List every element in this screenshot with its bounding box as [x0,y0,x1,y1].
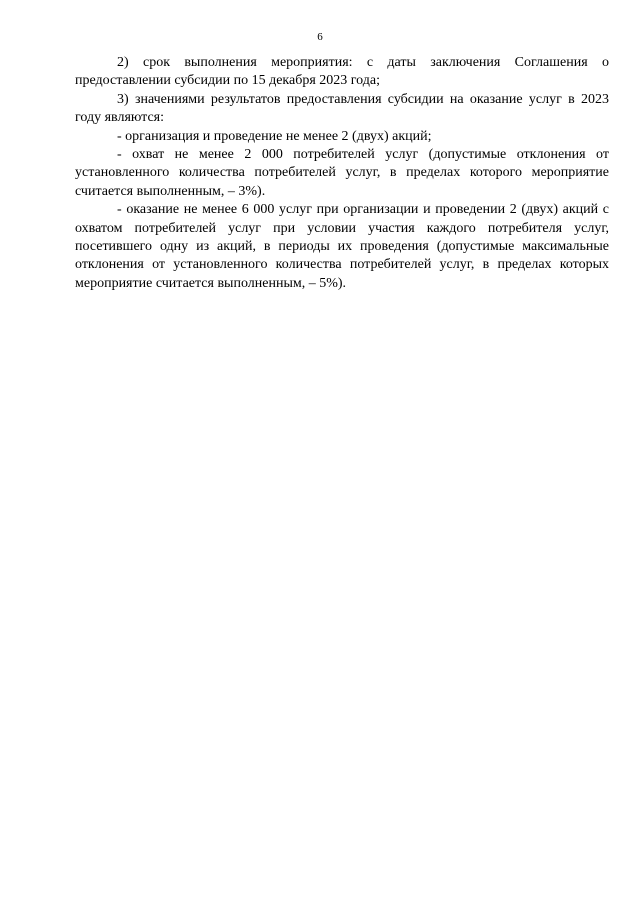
list-item-services: - оказание не менее 6 000 услуг при организации и проведении 2 (двух) акций с охватом потребителей услуг при условии участия каждого потребителя услуг, посетившего одну из акций, в периоды их проведения (допустимые максимальные отклонения от установленного количества потребителей услуг, в пределах которых мероприятие считается выполненным, – 5%). [75,202,609,291]
list-item-coverage: - охват не менее 2 000 потребителей услуг (допустимые отклонения от установленного количества потребителей услуг, в пределах которого мероприятие считается выполненным, – 3%). [75,147,609,199]
paragraph-results-intro: 3) значениями результатов предоставления субсидии на оказание услуг в 2023 году являются: [75,91,609,126]
page-number: 6 [317,31,323,43]
paragraph-deadline: 2) срок выполнения мероприятия: с даты заключения Соглашения о предоставлении субсидии по 15 декабря 2023 года; [75,55,609,89]
list-item-actions: - организация и проведение не менее 2 (двух) акций; [117,128,432,144]
document-body [75,54,609,293]
